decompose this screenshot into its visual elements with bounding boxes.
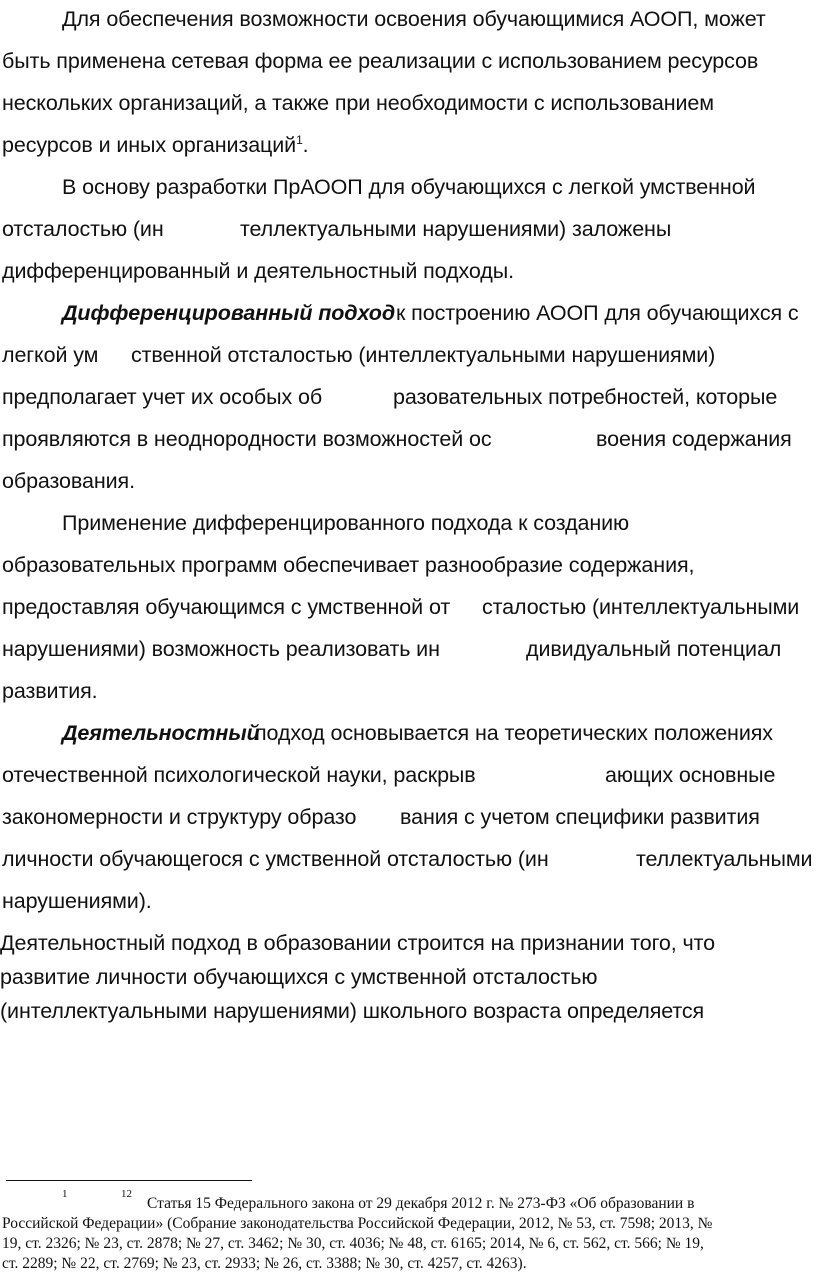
footnote-ref-1: 1 <box>296 132 303 147</box>
footnote-mark-b: 12 <box>121 1188 132 1200</box>
p4-line-3-a: предоставляя обучающимся с умственной от <box>2 595 451 619</box>
p3-line-4-b: воения содержания <box>596 427 792 451</box>
p4-line-4-b: дивидуальный потенциал <box>526 637 782 661</box>
p5-line-1-rest: подход основывается на теоретических положениях <box>255 721 773 745</box>
p5-line-2-a: отечественной психологической науки, раскрыв <box>2 763 476 787</box>
p3-line-3-b: разовательных потребностей, которые <box>393 385 778 409</box>
p1-line-3-text: нескольких организаций, а также при необходимости с использованием <box>2 91 714 115</box>
p2-line-2-b: теллектуальными нарушениями) заложены <box>240 217 672 241</box>
p5-line-5-text: нарушениями). <box>2 889 152 913</box>
p5-line-4-a: личности обучающегося с умственной отсталостью (ин <box>2 847 549 871</box>
p5-line-2-b: ающих основные <box>605 763 776 787</box>
p3-line-2-b: ственной отсталостью (интеллектуальными нарушениями) <box>131 343 716 367</box>
p1-line-2-text: быть применена сетевая форма ее реализации с использованием ресурсов <box>2 49 759 73</box>
p6-line-2-text: развитие личности обучающихся с умственной отсталостью <box>0 965 598 989</box>
p3-line-3-a: предполагает учет их особых об <box>2 385 323 409</box>
p2-line-2-a: отсталостью (ин <box>2 217 164 241</box>
p3-line-1-rest: к построению АООП для обучающихся с <box>396 301 799 325</box>
p1-line-4-main: ресурсов и иных организаций <box>2 133 297 157</box>
p2-line-3-text: дифференцированный и деятельностный подходы. <box>2 259 514 283</box>
footnote-text-1: Статья 15 Федерального закона от 29 декабря 2012 г. № 273-ФЗ «Об образовании в <box>147 1195 695 1212</box>
p6-line-3-text: (интеллектуальными нарушениями) школьного возраста определяется <box>0 999 705 1023</box>
p3-line-2-a: легкой ум <box>2 343 99 367</box>
footnote-text-4: ст. 2289; № 22, ст. 2769; № 23, ст. 2933; № 26, ст. 3388; № 30, ст. 4257, ст. 4263). <box>2 1255 527 1272</box>
p5-line-4-b: теллектуальными <box>636 847 813 871</box>
footnote-mark-a: 1 <box>62 1188 68 1200</box>
p5-line-1-bold: Деятельностный <box>62 721 260 745</box>
p4-line-5-text: развития. <box>2 679 98 703</box>
p1-line-1-text: Для обеспечения возможности освоения обучающимися АООП, может <box>62 7 766 31</box>
p4-line-2-text: образовательных программ обеспечивает разнообразие содержания, <box>2 553 695 577</box>
p2-line-1-text: В основу разработки ПрАООП для обучающихся с легкой умственной <box>62 175 756 199</box>
p5-line-3-b: вания с учетом специфики развития <box>400 805 760 829</box>
footnote-separator <box>6 1180 252 1181</box>
footnote-text-3: 19, ст. 2326; № 23, ст. 2878; № 27, ст. 3462; № 30, ст. 4036; № 48, ст. 6165; 2014, № 6, ст. 562, ст. 566; № 19, <box>2 1235 704 1252</box>
p1-line-4-end: . <box>302 133 309 157</box>
p5-line-3-a: закономерности и структуру образо <box>2 805 357 829</box>
p4-line-3-b: сталостью (интеллектуальными <box>482 595 800 619</box>
p3-line-5-text: образования. <box>2 469 135 493</box>
p6-line-1-text: Деятельностный подход в образовании строится на признании того, что <box>0 931 715 955</box>
footnote-text-2: Российской Федерации» (Собрание законодательства Российской Федерации, 2012, № 53, ст. 7598; 2013, № <box>2 1215 713 1232</box>
p3-line-1-bold: Дифференцированный подход <box>62 301 396 325</box>
p4-line-4-a: нарушениями) возможность реализовать ин <box>2 637 440 661</box>
p3-line-4-a: проявляются в неоднородности возможностей ос <box>2 427 492 451</box>
p4-line-1-text: Применение дифференцированного подхода к созданию <box>62 511 630 535</box>
p1-line-4-text <box>2 130 309 160</box>
